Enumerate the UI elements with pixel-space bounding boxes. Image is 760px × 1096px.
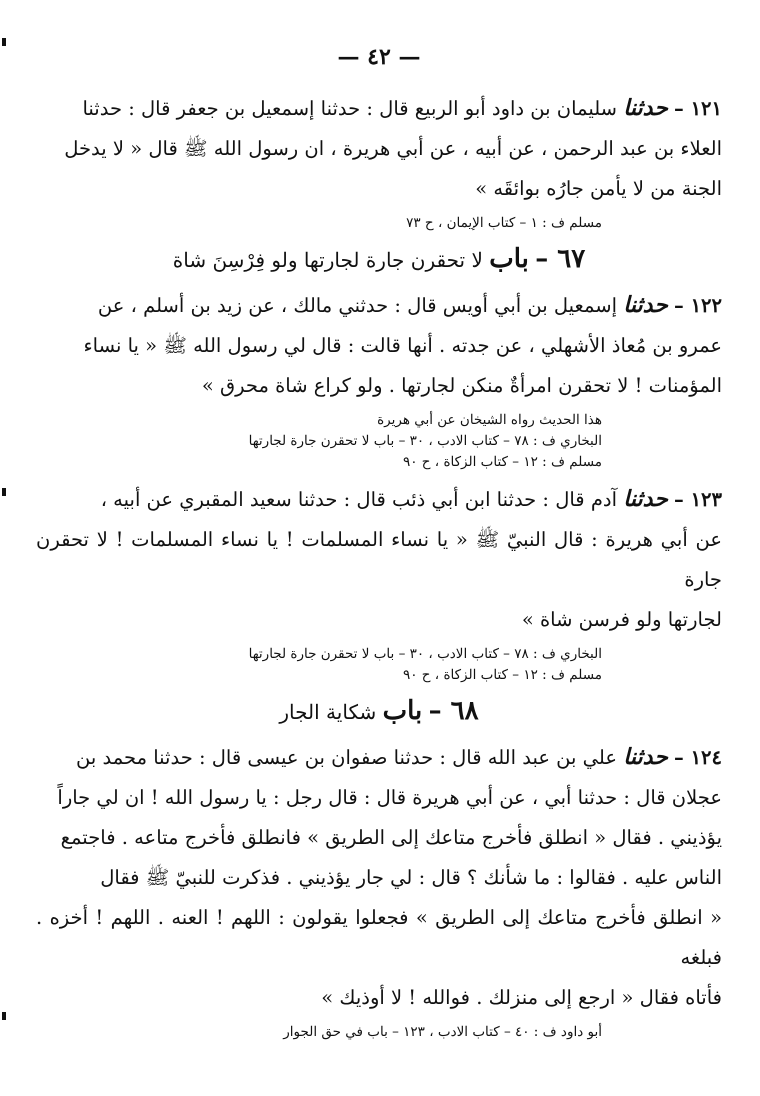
page-number: — ٤٢ —: [337, 44, 421, 70]
source-line: أبو داود ف : ٤٠ – كتاب الادب ، ١٢٣ – باب في حق الجوار: [283, 1024, 602, 1040]
source-line: مسلم ف : ١٢ – كتاب الزكاة ، ح ٩٠: [402, 667, 602, 683]
scan-margin-mark-middle: [2, 488, 6, 496]
chapter-word: باب: [489, 244, 529, 274]
chapter-heading-68: [36, 692, 722, 731]
source-line: هذا الحديث رواه الشيخان عن أبي هريرة: [377, 412, 602, 428]
hadith-text: إسمعيل بن أبي أويس قال : حدثني مالك ، عن زيد بن أسلم ، عن: [97, 294, 617, 317]
source-line: مسلم ف : ١٢ – كتاب الزكاة ، ح ٩٠: [402, 454, 602, 470]
source-line: البخاري ف : ٧٨ – كتاب الادب ، ٣٠ – باب لا تحقرن جارة لجارتها: [248, 646, 602, 662]
hadith-number: ١٢٣ –: [674, 488, 722, 511]
hadith-line: عن أبي هريرة : قال النبيّ ﷺ « يا نساء المسلمات ! يا نساء المسلمات ! لا تحقرن جارة: [36, 528, 722, 591]
scan-margin-mark-bottom: [2, 1012, 6, 1020]
source-note: [36, 410, 722, 473]
hadith-line: الناس عليه . فقالوا : ما شأنك ؟ قال : لي جار يؤذيني . فذكرت للنبيّ ﷺ فقال: [100, 866, 722, 889]
hadith-number: ١٢٢ –: [674, 294, 722, 317]
chapter-heading-67: [36, 240, 722, 279]
hadith-line: « انطلق فأخرج متاعك إلى الطريق » فجعلوا يقولون : اللهم ! العنه . اللهم ! أخزه . فبلغه: [36, 906, 722, 969]
hadith-line: المؤمنات ! لا تحقرن امرأةٌ منكن لجارتها . ولو كراع شاة محرق »: [201, 374, 722, 397]
hadith-text: سليمان بن داود أبو الربيع قال : حدثنا إسمعيل بن جعفر قال : حدثنا: [82, 97, 617, 120]
chapter-title: شكاية الجار: [279, 700, 377, 724]
hadith-line: عجلان قال : حدثنا أبي ، عن أبي هريرة قال : قال رجل : يا رسول الله ! ان لي جاراً: [57, 786, 722, 809]
hadith-122: [36, 285, 722, 406]
hadith-121: [36, 88, 722, 209]
source-note: [36, 213, 722, 234]
source-line: مسلم ف : ١ – كتاب الإيمان ، ح ٧٣: [406, 215, 602, 231]
hadith-line: لجارتها ولو فرسن شاة »: [521, 608, 722, 631]
hadith-line: الجنة من لا يأمن جارُه بوائقَه »: [475, 177, 722, 200]
haddathana-opener: حدثنا: [623, 292, 668, 318]
chapter-title: لا تحقرن جارة لجارتها ولو فِرْسِنَ شاة: [172, 248, 483, 272]
source-line: البخاري ف : ٧٨ – كتاب الادب ، ٣٠ – باب لا تحقرن جارة لجارتها: [248, 433, 602, 449]
hadith-line: [36, 737, 722, 778]
hadith-line: عمرو بن مُعاذ الأشهلي ، عن جدته . أنها قالت : قال لي رسول الله ﷺ « يا نساء: [83, 334, 722, 357]
hadith-line: [36, 285, 722, 326]
hadith-123: [36, 479, 722, 640]
hadith-text: آدم قال : حدثنا ابن أبي ذئب قال : حدثنا سعيد المقبري عن أبيه ،: [100, 488, 617, 511]
chapter-number: ٦٧ –: [535, 244, 586, 274]
haddathana-opener: حدثنا: [623, 744, 668, 770]
hadith-text: علي بن عبد الله قال : حدثنا صفوان بن عيسى قال : حدثنا محمد بن: [76, 746, 617, 769]
book-page: [36, 44, 722, 1049]
chapter-number: ٦٨ –: [428, 696, 479, 726]
source-note: [36, 644, 722, 686]
hadith-line: [36, 88, 722, 129]
hadith-line: فأتاه فقال « ارجع إلى منزلك . فوالله ! لا أوذيك »: [321, 986, 722, 1009]
hadith-number: ١٢١ –: [674, 97, 722, 120]
chapter-word: باب: [382, 696, 423, 726]
hadith-line: يؤذيني . فقال « انطلق فأخرج متاعك إلى الطريق » فانطلق فأخرج متاعه . فاجتمع: [60, 826, 722, 849]
haddathana-opener: حدثنا: [623, 95, 668, 121]
hadith-number: ١٢٤ –: [674, 746, 722, 769]
hadith-line: العلاء بن عبد الرحمن ، عن أبيه ، عن أبي هريرة ، ان رسول الله ﷺ قال « لا يدخل: [64, 137, 722, 160]
scan-margin-mark-top: [2, 38, 6, 46]
haddathana-opener: حدثنا: [623, 486, 668, 512]
hadith-line: [36, 479, 722, 520]
hadith-124: [36, 737, 722, 1018]
source-note: [36, 1022, 722, 1043]
